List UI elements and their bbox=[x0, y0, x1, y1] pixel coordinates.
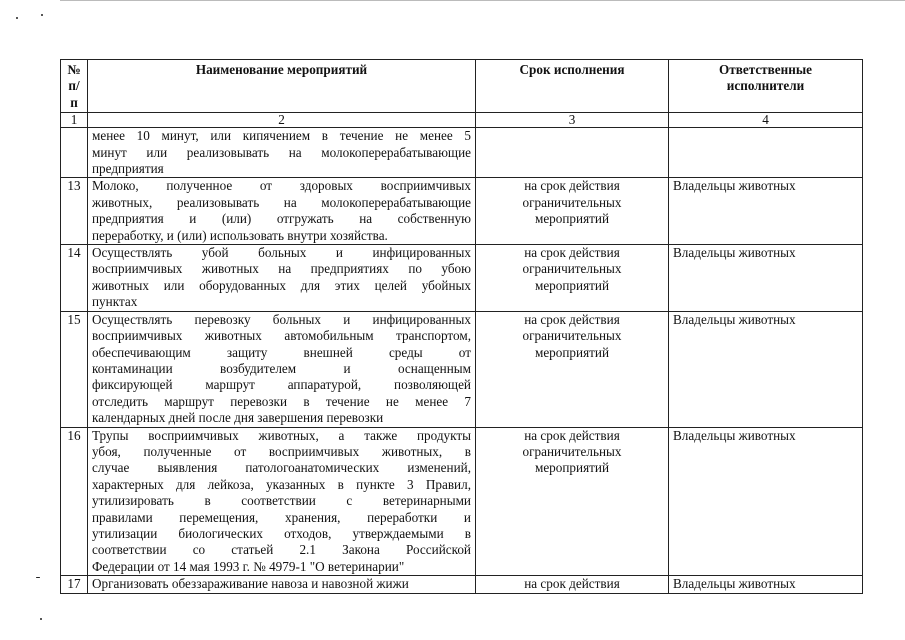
scan-speck bbox=[36, 577, 40, 578]
description-line: восприимчивых животных на предприятиях по убою bbox=[92, 261, 471, 277]
description-line: отследить маршрут перевозки в течение не менее 7 bbox=[92, 393, 471, 409]
measure-description bbox=[88, 427, 476, 576]
description-line: Трупы восприимчивых животных, а также продукты bbox=[92, 427, 471, 443]
measures-table bbox=[60, 59, 863, 594]
description-line: характерных для лейкоза, указанных в пункте 3 Правил, bbox=[92, 476, 471, 492]
column-number: 1 bbox=[61, 113, 88, 128]
execution-term bbox=[476, 128, 669, 178]
scan-speck bbox=[16, 17, 18, 19]
description-line: менее 10 минут, или кипячением в течение не менее 5 bbox=[92, 128, 471, 144]
execution-term: на срок действия ограничительных мероприятий bbox=[476, 427, 669, 576]
execution-term: на срок действия ограничительных мероприятий bbox=[476, 311, 669, 427]
row-number: 15 bbox=[61, 311, 88, 427]
description-line: животных или оборудованных для этих целей убойных bbox=[92, 277, 471, 293]
description-line: пунктах bbox=[92, 294, 138, 310]
description-line: Осуществлять убой больных и инфицированных bbox=[92, 245, 471, 261]
description-line: фиксирующей маршрут аппаратурой, позволяющей bbox=[92, 377, 471, 393]
row-number: 16 bbox=[61, 427, 88, 576]
description-line: Осуществлять перевозку больных и инфицированных bbox=[92, 311, 471, 327]
header-responsible: Ответственные исполнители bbox=[669, 60, 863, 113]
measure-description bbox=[88, 128, 476, 178]
scan-top-edge bbox=[60, 0, 905, 1]
description-line: случае выявления патологоанатомических изменений, bbox=[92, 460, 471, 476]
responsible-executors: Владельцы животных bbox=[669, 245, 863, 312]
table-row bbox=[61, 245, 863, 312]
description-line: контаминации возбудителем и оснащенным bbox=[92, 360, 471, 376]
description-line: убоя, полученные от восприимчивых животных, в bbox=[92, 443, 471, 459]
description-line: соответствии со статьей 2.1 Закона Российской bbox=[92, 542, 471, 558]
description-line: животных, реализовывать на молокоперерабатывающие bbox=[92, 194, 471, 210]
scan-speck bbox=[40, 618, 42, 620]
table-row bbox=[61, 576, 863, 593]
description-line: утилизировать в соответствии с ветеринарными bbox=[92, 493, 471, 509]
description-line: восприимчивых животных автомобильным транспортом, bbox=[92, 328, 471, 344]
measure-description bbox=[88, 178, 476, 245]
description-line: правилами перемещения, хранения, переработки и bbox=[92, 509, 471, 525]
execution-term: на срок действия ограничительных мероприятий bbox=[476, 178, 669, 245]
column-number-row bbox=[61, 113, 863, 128]
responsible-executors: Владельцы животных bbox=[669, 576, 863, 593]
table-row bbox=[61, 178, 863, 245]
table-header-row bbox=[61, 60, 863, 113]
description-line: Организовать обеззараживание навоза и навозной жижи bbox=[92, 576, 409, 592]
scan-speck bbox=[41, 14, 43, 16]
column-number: 3 bbox=[476, 113, 669, 128]
responsible-executors: Владельцы животных bbox=[669, 427, 863, 576]
description-line: Молоко, полученное от здоровых восприимчивых bbox=[92, 178, 471, 194]
measure-description bbox=[88, 311, 476, 427]
column-number: 2 bbox=[88, 113, 476, 128]
row-number: 17 bbox=[61, 576, 88, 593]
row-number bbox=[61, 128, 88, 178]
row-number: 14 bbox=[61, 245, 88, 312]
table-row bbox=[61, 427, 863, 576]
responsible-executors: Владельцы животных bbox=[669, 311, 863, 427]
description-line: переработку, и (или) использовать внутри хозяйства. bbox=[92, 227, 388, 243]
row-number: 13 bbox=[61, 178, 88, 245]
header-term: Срок исполнения bbox=[476, 60, 669, 113]
responsible-executors bbox=[669, 128, 863, 178]
execution-term: на срок действия bbox=[476, 576, 669, 593]
responsible-executors: Владельцы животных bbox=[669, 178, 863, 245]
description-line: Федерации от 14 мая 1993 г. № 4979-1 "О ветеринарии" bbox=[92, 558, 405, 574]
measure-description bbox=[88, 576, 476, 593]
description-line: календарных дней после дня завершения перевозки bbox=[92, 410, 384, 426]
description-line: минут или реализовывать на молокоперерабатывающие bbox=[92, 144, 471, 160]
column-number: 4 bbox=[669, 113, 863, 128]
description-line: обеспечивающим защиту внешней среды от bbox=[92, 344, 471, 360]
description-line: предприятия и (или) отгружать на собственную bbox=[92, 211, 471, 227]
table-row bbox=[61, 128, 863, 178]
description-line: утилизации биологических отходов, утверждаемыми в bbox=[92, 525, 471, 541]
header-num: № п/п bbox=[61, 60, 88, 113]
table-row bbox=[61, 311, 863, 427]
execution-term: на срок действия ограничительных мероприятий bbox=[476, 245, 669, 312]
measure-description bbox=[88, 245, 476, 312]
description-line: предприятия bbox=[92, 161, 164, 177]
header-name: Наименование мероприятий bbox=[88, 60, 476, 113]
